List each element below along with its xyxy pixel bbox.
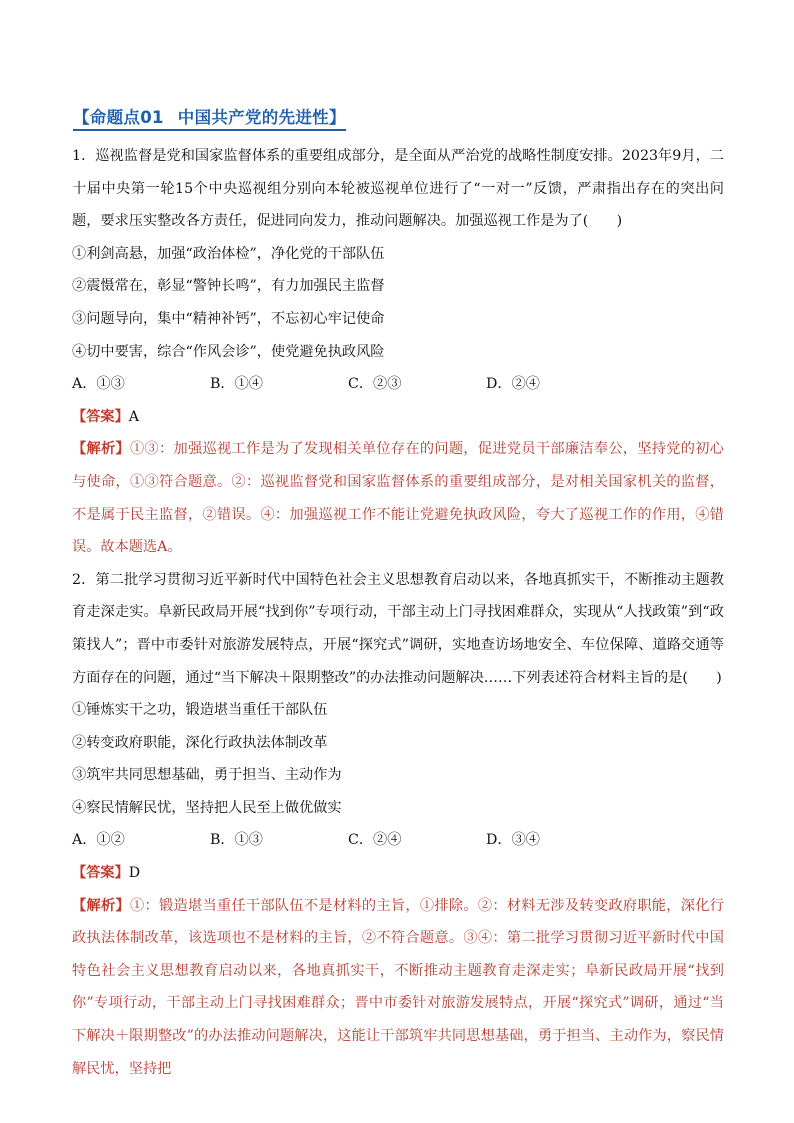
option-d: D．②④ bbox=[486, 376, 540, 393]
analysis bbox=[72, 433, 724, 563]
answer-options bbox=[72, 368, 724, 401]
question-stem: 1．巡视监督是党和国家监督体系的重要组成部分，是全面从严治党的战略性制度安排。2023年9月，二十届中央第一轮15个中央巡视组分别向本轮被巡视单位进行了“一对一”反馈，严肃指出存在的突出问题，要求压实整改各方责任，促进同向发力，推动问题解决。加强巡视工作是为了( ) bbox=[72, 148, 724, 230]
answer-label: 【答案】 bbox=[72, 408, 129, 425]
option-c: C．②③ bbox=[348, 376, 402, 393]
answer-line bbox=[72, 401, 724, 434]
statement-4: ④切中要害，综合“作风会诊”，使党避免执政风险 bbox=[72, 343, 385, 360]
statement-1: ①锤炼实干之功，锻造堪当重任干部队伍 bbox=[72, 702, 328, 719]
option-c: C．②④ bbox=[348, 832, 402, 849]
analysis-label: 【解析】 bbox=[72, 441, 130, 458]
option-a: A．①② bbox=[72, 832, 125, 849]
section-heading bbox=[73, 104, 346, 131]
question-1 bbox=[72, 140, 724, 564]
analysis bbox=[72, 890, 724, 1086]
statement-1: ①利剑高悬，加强“政治体检”，净化党的干部队伍 bbox=[72, 245, 385, 262]
question-list bbox=[72, 140, 724, 1085]
section-title: 中国共产党的先进性】 bbox=[177, 108, 346, 127]
answer-options bbox=[72, 824, 724, 857]
statement-3: ③筑牢共同思想基础，勇于担当、主动作为 bbox=[72, 767, 342, 784]
option-b: B．①④ bbox=[210, 376, 263, 393]
answer-line bbox=[72, 857, 724, 890]
statement-3: ③问题导向，集中“精神补钙”，不忘初心牢记使命 bbox=[72, 310, 385, 327]
section-label: 【命题点01 bbox=[73, 108, 164, 127]
question-2 bbox=[72, 564, 724, 1086]
statement-2: ②转变政府职能，深化行政执法体制改革 bbox=[72, 734, 328, 751]
analysis-text: ①③：加强巡视工作是为了发现相关单位存在的问题，促进党员干部廉洁奉公，坚持党的初心与使命，①③符合题意。②：巡视监督党和国家监督体系的重要组成部分，是对相关国家机关的监督，不是属于民主监督，②错误。④：加强巡视工作不能让党避免执政风险，夸大了巡视工作的作用，④错误。故本题选A。 bbox=[72, 441, 724, 556]
option-a: A．①③ bbox=[72, 376, 125, 393]
option-d: D．③④ bbox=[486, 832, 540, 849]
analysis-label: 【解析】 bbox=[72, 897, 130, 914]
answer-value: A bbox=[128, 408, 140, 425]
option-b: B．①③ bbox=[210, 832, 263, 849]
question-stem: 2．第二批学习贯彻习近平新时代中国特色社会主义思想教育启动以来，各地真抓实干，不断推动主题教育走深走实。阜新民政局开展“找到你”专项行动，干部主动上门寻找困难群众，实现从“人找政策”到“政策找人”；晋中市委针对旅游发展特点，开展“探究式”调研，实地查访场地安全、车位保障、道路交通等方面存在的问题，通过“当下解决＋限期整改”的办法推动问题解决……下列表述符合材料主旨的是( ) bbox=[72, 571, 724, 686]
analysis-text: ①：锻造堪当重任干部队伍不是材料的主旨，①排除。②：材料无涉及转变政府职能，深化行政执法体制改革，该选项也不是材料的主旨，②不符合题意。③④：第二批学习贯彻习近平新时代中国特色社会主义思想教育启动以来，各地真抓实干，不断推动主题教育走深走实；阜新民政局开展“找到你”专项行动，干部主动上门寻找困难群众；晋中市委针对旅游发展特点，开展“探究式”调研，通过“当下解决＋限期整改”的办法推动问题解决，这能让干部筑牢共同思想基础，勇于担当、主动作为，察民情解民忧，坚持把 bbox=[72, 897, 724, 1077]
statement-4: ④察民情解民忧，坚持把人民至上做优做实 bbox=[72, 799, 342, 816]
statement-2: ②震慑常在，彰显“警钟长鸣”，有力加强民主监督 bbox=[72, 278, 385, 295]
answer-value: D bbox=[128, 865, 141, 882]
answer-label: 【答案】 bbox=[72, 865, 129, 882]
